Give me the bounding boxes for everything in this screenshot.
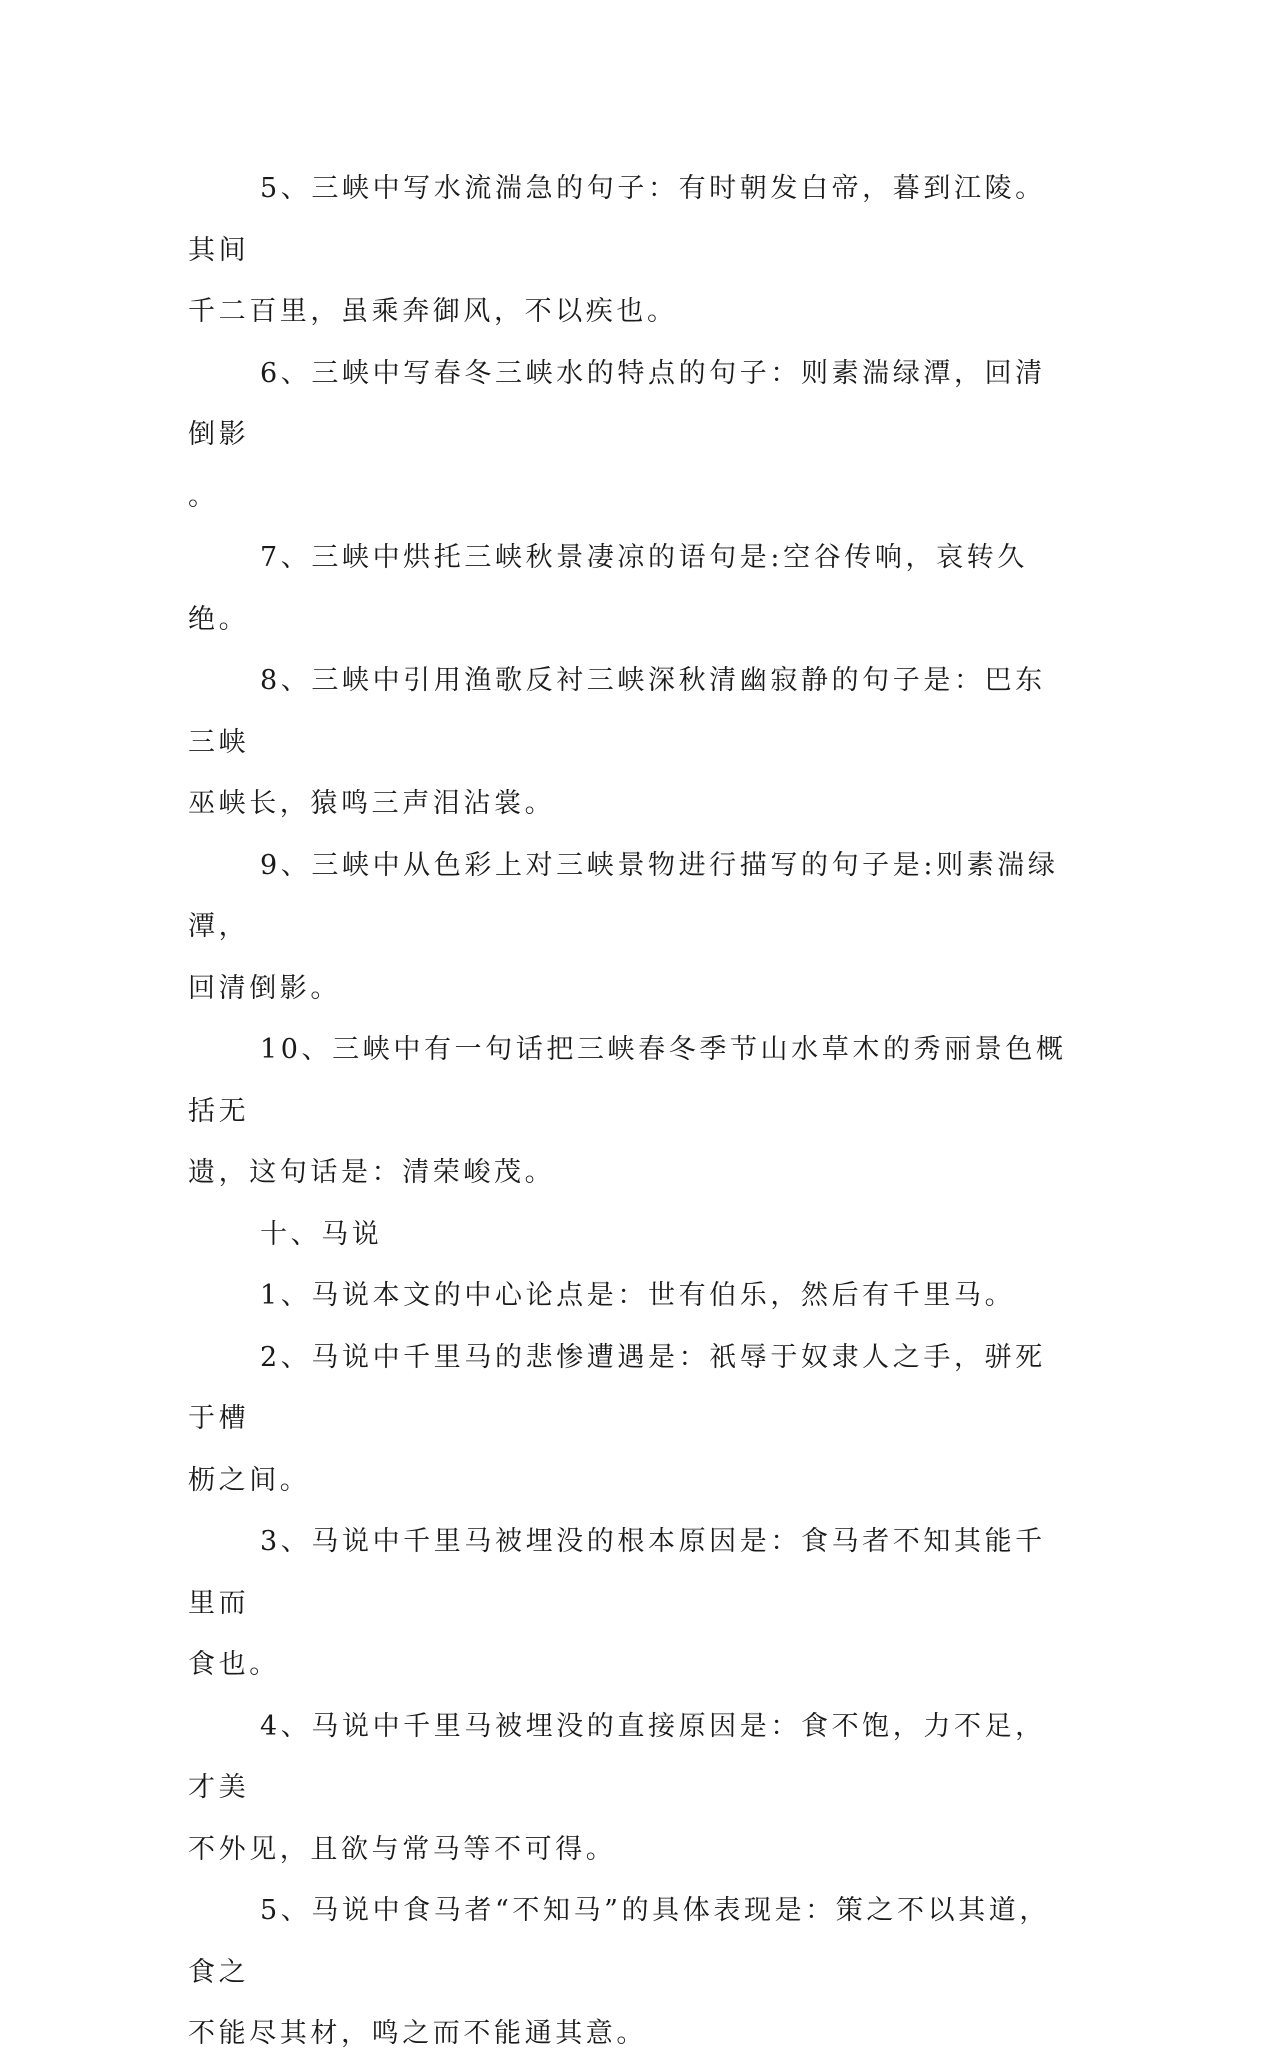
text-line: 10、三峡中有一句话把三峡春冬季节山水草木的秀丽景色概括无 xyxy=(188,1034,1067,1127)
text-line: 遗，这句话是：清荣峻茂。 xyxy=(188,1157,556,1188)
text-line: 食也。 xyxy=(188,1649,280,1680)
document-body xyxy=(188,158,1068,2065)
paragraph-mashuo-5 xyxy=(188,1880,1068,2065)
section-heading: 十、马说 xyxy=(260,1218,383,1250)
text-line: 6、三峡中写春冬三峡水的特点的句子：则素湍绿潭，回清倒影 xyxy=(188,357,1046,450)
text-line: 枥之间。 xyxy=(188,1464,311,1496)
paragraph-sanxia-6 xyxy=(188,343,1068,528)
text-line: 5、三峡中写水流湍急的句子：有时朝发白帝，暮到江陵。其间 xyxy=(188,173,1046,266)
text-line: 回清倒影。 xyxy=(188,972,341,1004)
paragraph-sanxia-5 xyxy=(188,158,1068,343)
text-line: 不能尽其材，鸣之而不能通其意。 xyxy=(188,2018,647,2049)
text-line: 1、马说本文的中心论点是：世有伯乐，然后有千里马。 xyxy=(260,1280,1016,1311)
text-line: 千二百里，虽乘奔御风，不以疾也。 xyxy=(188,296,678,327)
text-line: 巫峡长，猿鸣三声泪沾裳。 xyxy=(188,788,556,819)
paragraph-sanxia-10 xyxy=(188,1019,1068,1204)
text-line: 5、马说中食马者“不知马”的具体表现是：策之不以其道，食之 xyxy=(188,1895,1050,1988)
text-line: 9、三峡中从色彩上对三峡景物进行描写的句子是:则素湍绿潭， xyxy=(188,849,1059,942)
paragraph-sanxia-8 xyxy=(188,650,1068,835)
text-line: 。 xyxy=(188,480,219,512)
text-line: 3、马说中千里马被埋没的根本原因是：食马者不知其能千里而 xyxy=(188,1526,1046,1619)
text-line: 4、马说中千里马被埋没的直接原因是：食不饱，力不足，才美 xyxy=(188,1710,1046,1803)
text-line: 不外见，且欲与常马等不可得。 xyxy=(188,1833,617,1865)
paragraph-sanxia-7 xyxy=(188,527,1068,650)
text-line: 7、三峡中烘托三峡秋景凄凉的语句是:空谷传响，哀转久绝。 xyxy=(188,542,1028,635)
text-line: 8、三峡中引用渔歌反衬三峡深秋清幽寂静的句子是：巴东三峡 xyxy=(188,665,1046,758)
paragraph-mashuo-1 xyxy=(188,1265,1068,1327)
paragraph-mashuo-2 xyxy=(188,1327,1068,1512)
paragraph-sanxia-9 xyxy=(188,835,1068,1020)
text-line: 2、马说中千里马的悲惨遭遇是：祇辱于奴隶人之手，骈死于槽 xyxy=(188,1341,1046,1434)
paragraph-mashuo-4 xyxy=(188,1696,1068,1881)
paragraph-mashuo-3 xyxy=(188,1511,1068,1696)
